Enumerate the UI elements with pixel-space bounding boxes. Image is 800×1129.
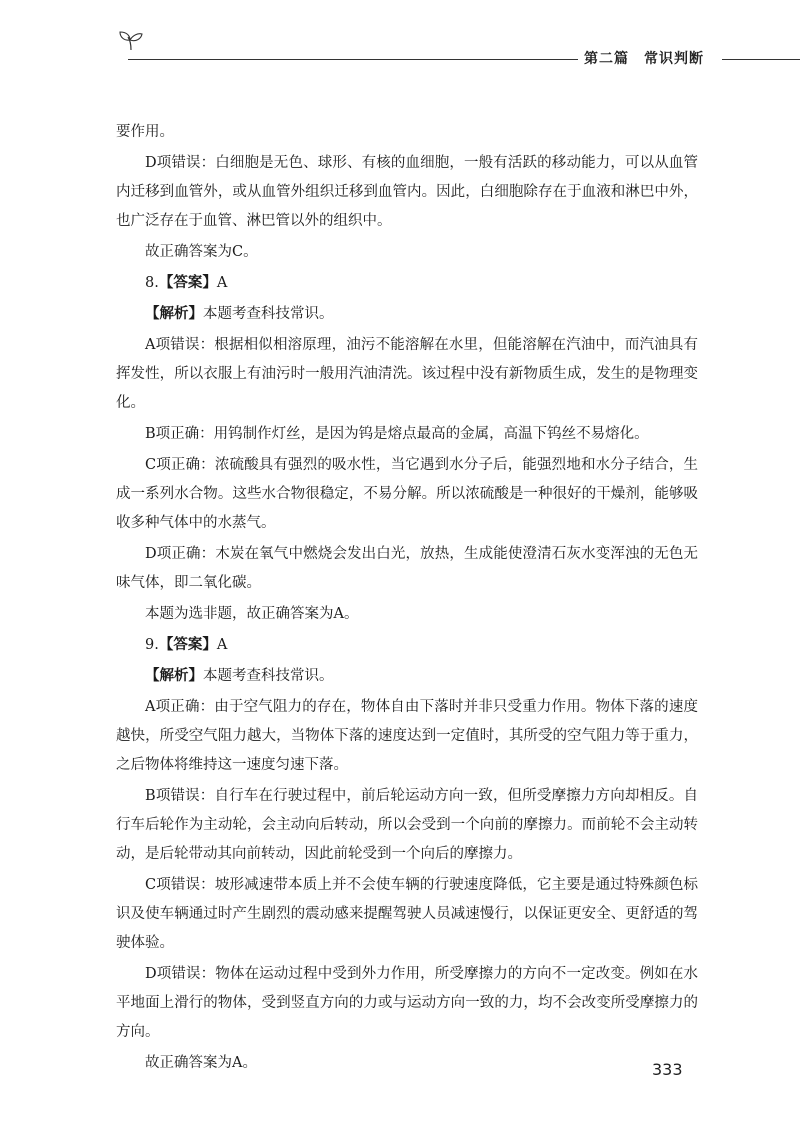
- paragraph: [116, 960, 698, 1047]
- paragraph-text: 故正确答案为A。: [145, 1055, 257, 1071]
- paragraph: [116, 693, 698, 780]
- paragraph: [116, 1049, 698, 1078]
- paragraph: [116, 540, 698, 598]
- paragraph: [116, 782, 698, 869]
- paragraph-text: 故正确答案为C。: [145, 244, 258, 260]
- paragraph-text: A项错误：根据相似相溶原理，油污不能溶解在水里，但能溶解在汽油中，而汽油具有挥发性，所以衣服上有油污时一般用汽油清洗。该过程中没有新物质生成，发生的是物理变化。: [116, 337, 698, 411]
- section-title: 第二篇 常识判断: [584, 51, 704, 67]
- header-rule-right: [722, 59, 800, 60]
- answer-paragraph: [116, 631, 698, 660]
- header-rule-left: [128, 59, 578, 60]
- paragraph: [116, 149, 698, 236]
- paragraph-text: 本题考查科技常识。: [203, 306, 334, 322]
- section-label: 【解析】: [145, 306, 203, 322]
- page-number: 333: [652, 1060, 683, 1079]
- paragraph-text: C项正确：浓硫酸具有强烈的吸水性，当它遇到水分子后，能强烈地和水分子结合，生成一系列水合物。这些水合物很稳定，不易分解。所以浓硫酸是一种很好的干燥剂，能够吸收多种气体中的水蒸气。: [116, 457, 698, 531]
- answer-paragraph: [116, 269, 698, 298]
- paragraph-text: C项错误：坡形减速带本质上并不会使车辆的行驶速度降低，它主要是通过特殊颜色标识及使车辆通过时产生剧烈的震动感来提醒驾驶人员减速慢行，以保证更安全、更舒适的驾驶体验。: [116, 877, 698, 951]
- paragraph: [116, 871, 698, 958]
- paragraph: [116, 420, 698, 449]
- section-label: 【答案】: [158, 637, 217, 653]
- paragraph-text: B项正确：用钨制作灯丝，是因为钨是熔点最高的金属，高温下钨丝不易熔化。: [145, 426, 649, 442]
- body-text: [116, 118, 698, 1078]
- section-label: 【解析】: [145, 668, 203, 684]
- paragraph-text: D项正确：木炭在氧气中燃烧会发出白光，放热，生成能使澄清石灰水变浑浊的无色无味气体，即二氧化碳。: [116, 546, 698, 591]
- paragraph-text: A项正确：由于空气阻力的存在，物体自由下落时并非只受重力作用。物体下落的速度越快，所受空气阻力越大，当物体下落的速度达到一定值时，其所受的空气阻力等于重力，之后物体将维持这一速度匀速下落。: [116, 699, 698, 773]
- section-label: 【答案】: [158, 275, 217, 291]
- paragraph-text: A: [216, 275, 228, 291]
- sprout-icon: [118, 30, 144, 52]
- paragraph: [116, 451, 698, 538]
- paragraph-text: 要作用。: [116, 124, 174, 140]
- paragraph: [116, 331, 698, 418]
- answer-paragraph: [116, 300, 698, 329]
- paragraph-text: B项错误：自行车在行驶过程中，前后轮运动方向一致，但所受摩擦力方向却相反。自行车后轮作为主动轮，会主动向后转动，所以会受到一个向前的摩擦力。而前轮不会主动转动，是后轮带动其向前转动，因此前轮受到一个向后的摩擦力。: [116, 788, 698, 862]
- paragraph: [116, 118, 698, 147]
- question-number: 8.: [145, 275, 159, 291]
- page-header: [0, 0, 800, 80]
- question-number: 9.: [145, 637, 159, 653]
- paragraph-text: 本题为选非题，故正确答案为A。: [145, 606, 359, 622]
- paragraph-text: D项错误：物体在运动过程中受到外力作用，所受摩擦力的方向不一定改变。例如在水平地面上滑行的物体，受到竖直方向的力或与运动方向一致的力，均不会改变所受摩擦力的方向。: [116, 966, 698, 1040]
- answer-paragraph: [116, 662, 698, 691]
- paragraph-text: 本题考查科技常识。: [203, 668, 334, 684]
- paragraph-text: D项错误：白细胞是无色、球形、有核的血细胞，一般有活跃的移动能力，可以从血管内迁移到血管外，或从血管外组织迁移到血管内。因此，白细胞除存在于血液和淋巴中外，也广泛存在于血管、淋巴管以外的组织中。: [116, 155, 698, 229]
- paragraph: [116, 600, 698, 629]
- paragraph-text: A: [216, 637, 228, 653]
- paragraph: [116, 238, 698, 267]
